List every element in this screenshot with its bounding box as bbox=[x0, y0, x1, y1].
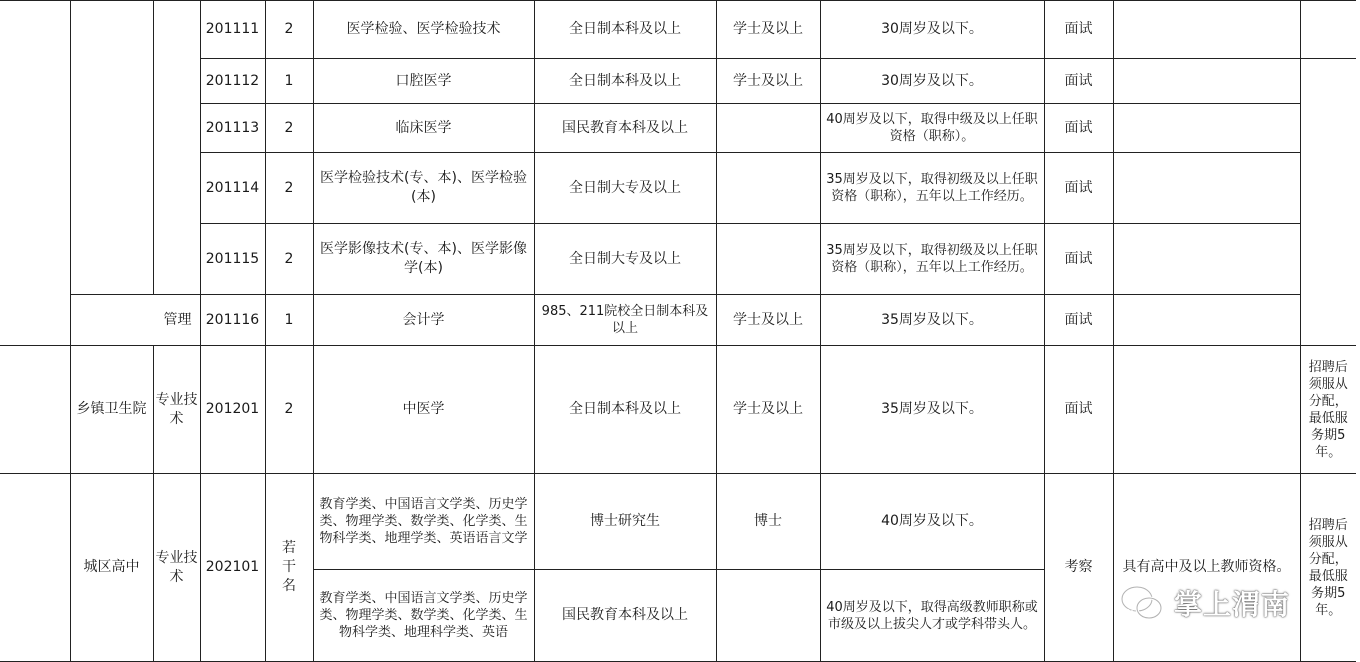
unit-cell-continued bbox=[70, 1, 153, 295]
major: 临床医学 bbox=[313, 104, 534, 153]
other-requirement bbox=[1113, 346, 1300, 474]
exam-method: 面试 bbox=[1044, 1, 1113, 59]
unit-cell-empty bbox=[0, 346, 70, 474]
table-row bbox=[0, 346, 1356, 474]
education: 全日制本科及以上 bbox=[534, 346, 716, 474]
requirement: 35周岁及以下。 bbox=[820, 295, 1044, 346]
major: 医学检验技术(专、本)、医学检验(本) bbox=[313, 153, 534, 224]
major: 会计学 bbox=[313, 295, 534, 346]
other-requirement bbox=[1113, 1, 1300, 59]
education: 全日制本科及以上 bbox=[534, 59, 716, 104]
education: 国民教育本科及以上 bbox=[534, 104, 716, 153]
degree: 学士及以上 bbox=[716, 59, 820, 104]
education: 全日制大专及以上 bbox=[534, 224, 716, 295]
unit-name: 乡镇卫生院 bbox=[70, 346, 153, 474]
other-requirement bbox=[1113, 59, 1300, 104]
exam-method: 面试 bbox=[1044, 295, 1113, 346]
major: 医学检验、医学检验技术 bbox=[313, 1, 534, 59]
degree: 学士及以上 bbox=[716, 1, 820, 59]
other-requirement: 具有高中及以上教师资格。 bbox=[1113, 474, 1300, 662]
table-row bbox=[0, 1, 1356, 59]
post-count: 2 bbox=[265, 104, 313, 153]
post-code: 201111 bbox=[200, 1, 265, 59]
degree: 学士及以上 bbox=[716, 295, 820, 346]
exam-method: 考察 bbox=[1044, 474, 1113, 662]
post-count: 2 bbox=[265, 153, 313, 224]
education: 985、211院校全日制本科及以上 bbox=[534, 295, 716, 346]
education: 国民教育本科及以上 bbox=[534, 570, 716, 662]
table-row bbox=[0, 59, 1356, 104]
requirement: 35周岁及以下，取得初级及以上任职资格（职称），五年以上工作经历。 bbox=[820, 153, 1044, 224]
note bbox=[1300, 59, 1356, 346]
table-row bbox=[0, 153, 1356, 224]
other-requirement bbox=[1113, 295, 1300, 346]
note: 招聘后须服从分配，最低服务期5年。 bbox=[1300, 474, 1356, 662]
category: 管理 bbox=[70, 295, 200, 346]
other-requirement bbox=[1113, 153, 1300, 224]
post-code: 201112 bbox=[200, 59, 265, 104]
table-row bbox=[0, 104, 1356, 153]
post-code: 202101 bbox=[200, 474, 265, 662]
degree bbox=[716, 224, 820, 295]
post-count: 1 bbox=[265, 295, 313, 346]
post-code: 201115 bbox=[200, 224, 265, 295]
post-count: 2 bbox=[265, 346, 313, 474]
major: 教育学类、中国语言文学类、历史学类、物理学类、数学类、化学类、生物科学类、地理科学类、英语 bbox=[313, 570, 534, 662]
category: 专业技术 bbox=[153, 346, 200, 474]
degree: 博士 bbox=[716, 474, 820, 570]
exam-method: 面试 bbox=[1044, 59, 1113, 104]
exam-method: 面试 bbox=[1044, 104, 1113, 153]
page-edge bbox=[1356, 0, 1360, 661]
education: 全日制大专及以上 bbox=[534, 153, 716, 224]
major: 医学影像技术(专、本)、医学影像学(本) bbox=[313, 224, 534, 295]
major: 中医学 bbox=[313, 346, 534, 474]
exam-method: 面试 bbox=[1044, 224, 1113, 295]
unit-cell-empty bbox=[0, 474, 70, 662]
note: 招聘后须服从分配，最低服务期5年。 bbox=[1300, 346, 1356, 474]
degree bbox=[716, 570, 820, 662]
degree: 学士及以上 bbox=[716, 346, 820, 474]
degree bbox=[716, 153, 820, 224]
post-count: 2 bbox=[265, 224, 313, 295]
exam-method: 面试 bbox=[1044, 346, 1113, 474]
table-row bbox=[0, 224, 1356, 295]
requirement: 35周岁及以下，取得初级及以上任职资格（职称），五年以上工作经历。 bbox=[820, 224, 1044, 295]
note bbox=[1300, 1, 1356, 59]
education: 全日制本科及以上 bbox=[534, 1, 716, 59]
major: 教育学类、中国语言文学类、历史学类、物理学类、数学类、化学类、生物科学类、地理学类、英语语言文学 bbox=[313, 474, 534, 570]
other-requirement bbox=[1113, 224, 1300, 295]
post-code: 201114 bbox=[200, 153, 265, 224]
requirement: 35周岁及以下。 bbox=[820, 346, 1044, 474]
requirement: 40周岁及以下，取得高级教师职称或市级及以上拔尖人才或学科带头人。 bbox=[820, 570, 1044, 662]
unit-name: 城区高中 bbox=[70, 474, 153, 662]
table-row bbox=[0, 474, 1356, 570]
post-count-text: 若干名 bbox=[282, 540, 296, 594]
post-count: 1 bbox=[265, 59, 313, 104]
category: 专业技术 bbox=[153, 474, 200, 662]
requirement: 40周岁及以下，取得中级及以上任职资格（职称）。 bbox=[820, 104, 1044, 153]
degree bbox=[716, 104, 820, 153]
unit-cell-continued bbox=[0, 1, 70, 346]
major: 口腔医学 bbox=[313, 59, 534, 104]
watermark-text: 掌上渭南 bbox=[1174, 588, 1291, 621]
table-row bbox=[0, 295, 1356, 346]
post-code: 201201 bbox=[200, 346, 265, 474]
education: 博士研究生 bbox=[534, 474, 716, 570]
other-requirement bbox=[1113, 104, 1300, 153]
requirement: 30周岁及以下。 bbox=[820, 59, 1044, 104]
requirement: 30周岁及以下。 bbox=[820, 1, 1044, 59]
requirement: 40周岁及以下。 bbox=[820, 474, 1044, 570]
post-count: 2 bbox=[265, 1, 313, 59]
post-count bbox=[265, 474, 313, 662]
post-code: 201116 bbox=[200, 295, 265, 346]
category-cell-continued bbox=[153, 1, 200, 295]
post-code: 201113 bbox=[200, 104, 265, 153]
exam-method: 面试 bbox=[1044, 153, 1113, 224]
